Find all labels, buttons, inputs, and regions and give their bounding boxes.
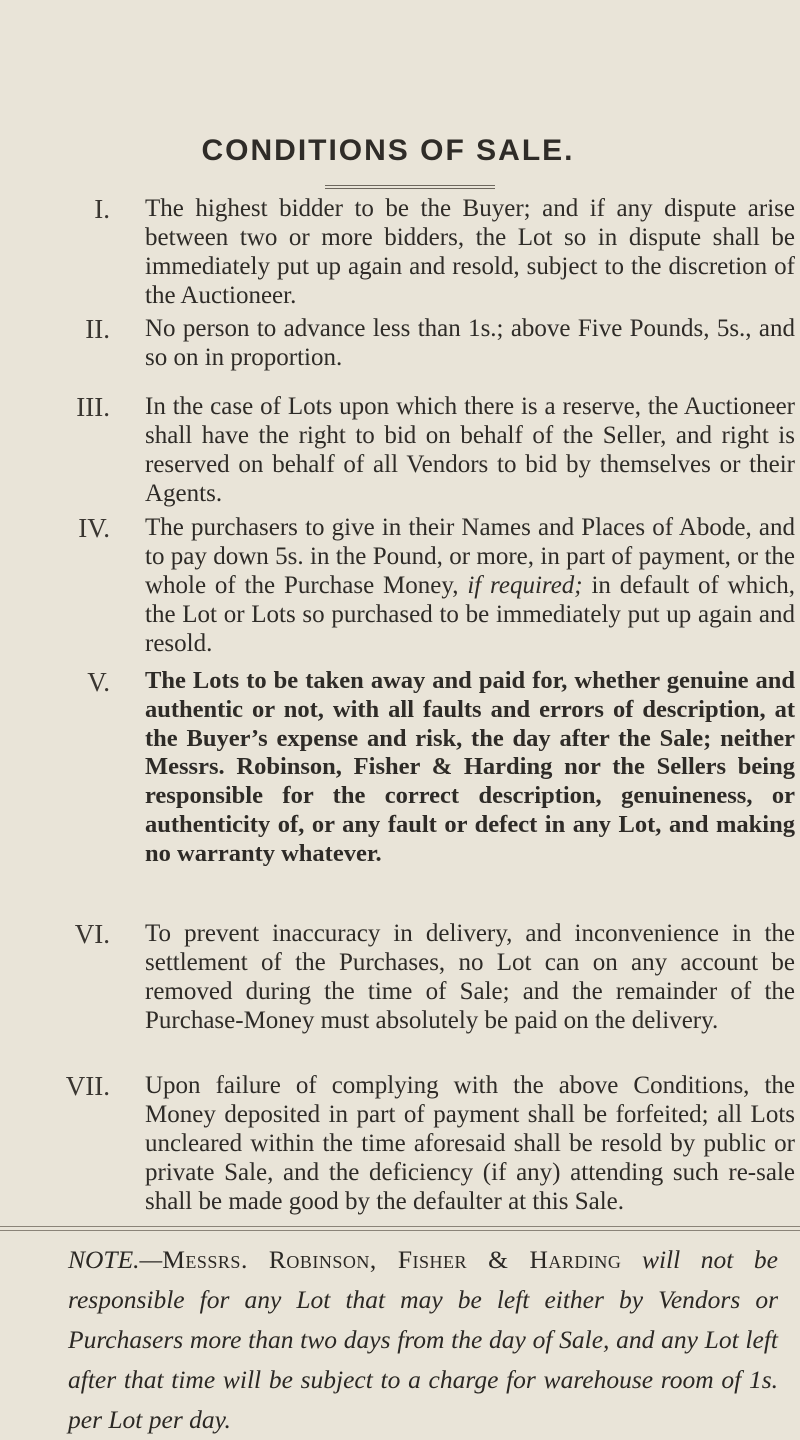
condition-text: Upon failure of complying with the above Conditions, the Money deposited in part of payment shall be forfeited; all Lots uncleared within the time aforesaid shall be resold by public or private Sale, and the deficiency (if any) attending such re-sale shall be made good by the defaulter at this Sale. [145, 1072, 795, 1215]
title-rule [325, 185, 495, 186]
condition-text [145, 513, 795, 658]
warehouse-note [68, 1240, 778, 1440]
condition-text-emphasis: if required; [467, 572, 583, 599]
condition-numeral: VI. [74, 919, 110, 949]
note-rule-secondary [0, 1230, 800, 1231]
condition-text: No person to advance less than 1s.; above Five Pounds, 5s., and so on in proportion. [145, 315, 795, 371]
condition-numeral: II. [85, 314, 110, 344]
note-rule [0, 1226, 800, 1227]
condition-numeral: I. [94, 194, 110, 224]
note-text: will not be responsible for any Lot that may be left either by Vendors or Purchasers more than two days from the day of Sale, and any Lot left after that time will be subject to a charge for warehouse room of 1s. per Lot per day. [68, 1245, 778, 1434]
condition-numeral: VII. [65, 1071, 110, 1101]
title-rule-secondary [325, 188, 495, 189]
condition-text: The Lots to be taken away and paid for, whether genuine and authentic or not, with all faults and errors of description, at the Buyer’s expense and risk, the day after the Sale; neither Messrs. Robinson, Fisher & Harding nor the Sellers being responsible for the correct description, genuineness, or authenticity of, or any fault or defect in any Lot, and making no warranty whatever. [145, 667, 795, 867]
condition-text: The highest bidder to be the Buyer; and if any dispute arise between two or more bidders, the Lot so in dispute shall be immediately put up again and resold, subject to the discretion of the Auctioneer. [145, 195, 795, 309]
condition-numeral: V. [87, 667, 110, 697]
note-label: NOTE.— [68, 1245, 163, 1274]
page-title: CONDITIONS OF SALE. [201, 134, 575, 167]
condition-text: In the case of Lots upon which there is a reserve, the Auctioneer shall have the right to bid on behalf of the Seller, and right is reserved on behalf of all Vendors to bid by themselves or their Agents. [145, 393, 795, 507]
condition-text-part: in default of which, the Lot or Lots so purchased to be immediately put up again and resold. [145, 572, 795, 657]
condition-text-part: The purchasers to give in their Names and Places of Abode, and to pay down 5s. in the Pound, or more, in part of payment, or the whole of the Purchase Money, [145, 514, 795, 599]
note-firm-name: Messrs. Robinson, Fisher & Harding [162, 1245, 622, 1274]
condition-numeral: III. [76, 392, 110, 422]
condition-text: To prevent inaccuracy in delivery, and inconvenience in the settlement of the Purchases, no Lot can on any account be removed during the time of Sale; and the remainder of the Purchase-Money must absolutely be paid on the delivery. [145, 920, 795, 1034]
condition-numeral: IV. [78, 513, 110, 543]
